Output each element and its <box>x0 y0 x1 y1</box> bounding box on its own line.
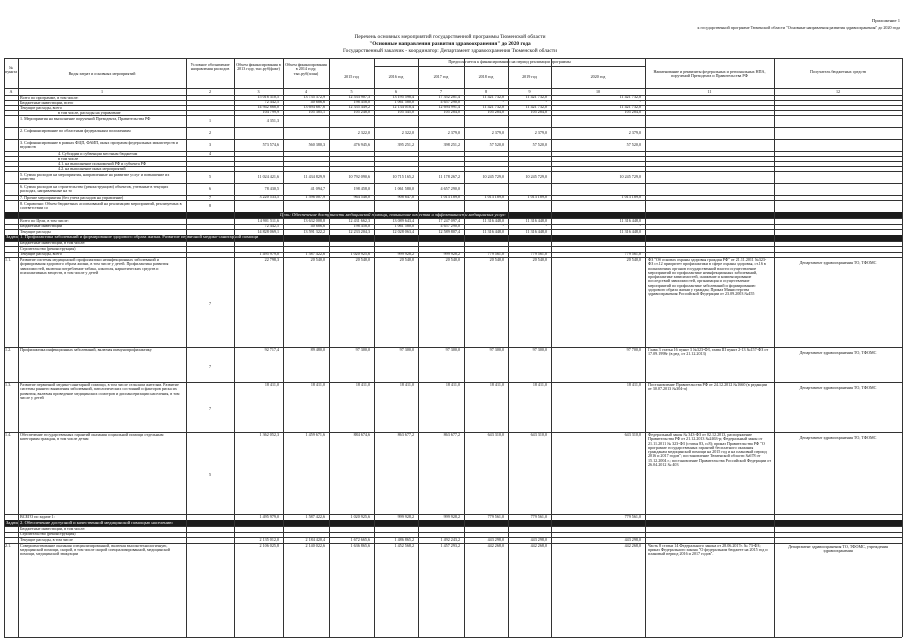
task1-row-value-2: 1 020 925,6 <box>350 251 370 257</box>
summary-row-value-0: 72 442,5 <box>264 99 279 105</box>
item-code: 7 <box>208 363 212 369</box>
item-number: 1.3. <box>5 382 12 387</box>
item-2-value-6: 97 300,0 <box>532 347 547 352</box>
summary-row-value-3: 10 715 165,2 <box>392 173 414 179</box>
item-4-value-1: 1 459 671,6 <box>305 432 325 437</box>
summary-row-value-3: 908 647,0 <box>397 194 414 200</box>
summary-row-value-7: - <box>639 99 641 105</box>
index-cell-5: 5 <box>350 88 353 94</box>
task1-total-label: ВСЕГО по задаче 1: <box>20 513 55 519</box>
summary-row-value-7: 105 284,0 <box>624 109 641 115</box>
goal-row-value-1: 40 686,6 <box>310 223 325 229</box>
column-divider <box>551 58 552 637</box>
summary-row-value-7: 11 421 732,0 <box>619 104 641 110</box>
summary-row-value-6: 105 284,0 <box>530 109 547 115</box>
item-2-value-3: 97 300,0 <box>399 347 414 352</box>
item-21-value-0: 2 106 025,8 <box>259 542 279 548</box>
index-cell-12: 12 <box>835 88 841 94</box>
summary-row-value-2: 198 458,0 <box>353 99 370 105</box>
item-recipient: Департамент здравоохранения ТО, ТФОМС <box>799 260 877 265</box>
summary-row-label: 7. Прочие мероприятия (без учета расходов на управление) <box>20 194 124 200</box>
item-name: Развитие системы медицинской профилактики неинфекционных заболеваний и формирования здорового образа жизни, в том числе у детей. Профилактика развития зависимостей, включая потребление табака, алкоголя, наркотических средств и психоактивных веществ, в том числе у детей <box>20 257 169 275</box>
task2-row-label: Строительство (реконструкция) <box>20 531 76 537</box>
summary-row-value-5: 11 421 732,0 <box>482 94 504 100</box>
header-year-2016: 2016 год <box>388 74 404 79</box>
summary-row-value-1: 1 596 007,9 <box>305 194 325 200</box>
header-year-2020: 2020 год <box>590 74 606 79</box>
summary-row-value-1: 13 735 372,9 <box>303 94 325 100</box>
summary-row-value-5: 2 379,0 <box>491 129 504 135</box>
item-21-value-6: 442 268,0 <box>530 542 547 548</box>
item-2-value-0: 92 717,4 <box>264 347 279 352</box>
task1-total-value-3: 999 928,2 <box>397 513 414 519</box>
goal-row-value-6: - <box>545 223 547 229</box>
task1-row-value-4: 999 928,2 <box>443 251 460 257</box>
summary-row-code: 7 <box>208 194 212 200</box>
item-3-value-4: 18 411,0 <box>445 382 460 387</box>
summary-row-value-3: 1 061 580,0 <box>394 99 414 105</box>
task2-row-value-7: 443 298,0 <box>624 536 641 542</box>
index-cell-11: 11 <box>707 88 712 94</box>
summary-row-value-2: 12 335 449,2 <box>348 104 370 110</box>
summary-row-value-5: 1 013 189,0 <box>484 194 504 200</box>
item-21-value-1: 2 140 022,6 <box>305 542 325 548</box>
summary-row-value-3: 1 061 580,0 <box>394 185 414 191</box>
column-divider <box>186 58 187 637</box>
task1-row-value-0: 1 495 979,0 <box>259 251 279 257</box>
summary-row-label: 4. Субсидии и субвенции местным бюджетам <box>58 150 138 156</box>
item-2-value-7: 97 700,0 <box>626 347 641 352</box>
column-divider <box>645 58 646 637</box>
item-3-value-3: 18 411,0 <box>399 382 414 387</box>
column-divider <box>283 58 284 637</box>
column-divider <box>774 58 775 637</box>
summary-row-value-4: 11 178 267,2 <box>438 173 460 179</box>
summary-row-value-2: 2 322,0 <box>357 129 370 135</box>
goal-row-value-3: 13 089 643,4 <box>392 217 414 223</box>
column-divider <box>508 58 509 637</box>
item-2-value-2: 97 300,0 <box>355 347 370 352</box>
summary-row-value-5: - <box>502 99 504 105</box>
summary-row-value-2: 476 945,6 <box>353 141 370 147</box>
summary-row-value-6: 11 421 732,0 <box>525 94 547 100</box>
item-3-value-6: 18 411,0 <box>532 382 547 387</box>
index-cell-3: 3 <box>257 88 260 94</box>
task2-row-value-2: 1 672 665,6 <box>350 536 370 542</box>
summary-row-value-1: 105 385,1 <box>308 109 325 115</box>
summary-row-label: Текущие расходы, всего <box>20 104 62 110</box>
column-divider <box>464 58 465 637</box>
task1-row-label: Бюджетные инвестиции, в том числе: <box>20 240 86 246</box>
header-2014: Объем финансирования в 2014 году, тыс.руб(план) <box>285 62 327 76</box>
item-1-value-5: 20 540,0 <box>489 257 504 262</box>
header-2013: Объем финансирования в 2013 году, тыс.руб(факт) <box>236 62 281 72</box>
summary-row-code: 6 <box>208 186 212 191</box>
item-4-value-2: 884 674,6 <box>353 432 370 437</box>
task1-row-value-3: 999 928,2 <box>397 251 414 257</box>
item-legal-basis: ФЗ "Об основах охраны здоровья граждан РФ" от 21.11.2011 №323-ФЗ ст.12 приоритет профилактики в сфере охраны здоровья, ст.16 в полномочиях органов государственной власти осуществление мероприятий по профилактике неинфекционных заболеваний, профилактике зависимостей, снижение и компенсирование последствий зависимостей, организация и осуществление мероприятий по профилактике заболеваний и формированию здорового образа жизни у граждан; Приказ Министерства здравоохранения Российской Федерации от 23.09.2003 №455 <box>648 257 767 297</box>
summary-row-value-1: 560 380,3 <box>308 141 325 147</box>
summary-row-value-6: 1 013 189,0 <box>527 194 547 200</box>
item-code: 5 <box>208 472 212 477</box>
task2-row-value-1: 2 184 420,4 <box>305 536 325 542</box>
summary-row-value-3: 13 195 598,4 <box>392 94 414 100</box>
item-4-value-5: 643 310,0 <box>487 432 504 437</box>
item-code: 7 <box>208 301 212 306</box>
summary-row-value-5: 57 520,0 <box>489 141 504 147</box>
item-21-value-7: 442 268,0 <box>624 542 641 548</box>
item-1-value-2: 20 540,0 <box>355 257 370 262</box>
column-divider <box>902 58 903 637</box>
summary-row-value-1: 13 694 687,6 <box>303 104 325 110</box>
summary-row-label: в том числе, расходы на управление <box>58 109 121 115</box>
task1-row-label: Строительство (реконструкция) <box>20 245 76 251</box>
goal-row-value-0: 14 901 511,6 <box>257 217 279 223</box>
summary-row-value-2: 10 792 090,6 <box>348 173 370 179</box>
goal-row-value-5: 11 316 448,0 <box>482 228 504 234</box>
summary-row-value-6: 57 520,0 <box>532 141 547 147</box>
summary-row-label: 4.1. на выполнение полномочий РФ и субъекта РФ <box>58 160 147 166</box>
item-3-value-0: 18 411,0 <box>264 382 279 387</box>
summary-row-value-4: 2 379,0 <box>447 129 460 135</box>
goal-row-value-4: 12 589 807,4 <box>438 228 460 234</box>
summary-row-value-6: 11 421 732,0 <box>525 104 547 110</box>
item-recipient: Департамент здравоохранения ТО, ТФОМС <box>799 385 877 390</box>
task1-total-value-2: 1 020 925,6 <box>350 513 370 519</box>
goal-row-value-5: 11 316 448,0 <box>482 217 504 223</box>
task2-row-label: Бюджетные инвестиции, в том числе: <box>20 525 86 531</box>
summary-row-value-0: 11 024 421,6 <box>257 173 279 179</box>
column-divider <box>234 58 235 637</box>
appendix-line-1: Приложение 1 <box>871 18 900 23</box>
summary-row-label: в том числе <box>58 155 79 161</box>
item-1-value-6: 20 540,0 <box>532 257 547 262</box>
task2-row-value-3: 1 486 865,2 <box>394 536 414 542</box>
summary-row-value-5: 10 245 729,0 <box>482 173 504 179</box>
task1-row-value-6: 779 561,0 <box>530 251 547 257</box>
summary-row-value-7: 11 421 732,0 <box>619 94 641 100</box>
index-cell-2: 2 <box>208 88 212 94</box>
summary-row-value-0: 3 220 533,5 <box>259 194 279 200</box>
item-3-value-5: 18 411,0 <box>489 382 504 387</box>
table-bottom-border <box>4 637 902 638</box>
task2-row-value-4: 1 492 243,2 <box>440 536 460 542</box>
summary-row-value-7: 10 245 729,0 <box>619 173 641 179</box>
summary-row-value-4: 1 013 189,0 <box>440 194 460 200</box>
summary-row-value-3: 12 134 018,4 <box>392 104 414 110</box>
summary-row-value-7: 2 379,0 <box>628 129 641 135</box>
title-line-1: Перечень основных мероприятий государственной программы Тюменской области <box>354 34 546 40</box>
item-3-value-7: 18 411,0 <box>626 382 641 387</box>
summary-row-label: 8. Справочно: Объем бюджетных ассигнований на реализацию мероприятий, реализуемых в соответствии со <box>20 201 182 211</box>
goal-row-value-4: 17 247 097,4 <box>438 217 460 223</box>
item-2-value-5: 97 300,0 <box>489 347 504 352</box>
item-1-value-7: 20 540,0 <box>626 257 641 262</box>
goal-row-value-1: 13 632 008,8 <box>303 217 325 223</box>
appendix-line-2: к государственной программе Тюменской области "Основные направления развития здравоохранения" до 2020 года <box>697 25 900 30</box>
task2-row-value-0: 2 135 012,0 <box>259 536 279 542</box>
task2-row-value-6: 443 298,0 <box>530 536 547 542</box>
summary-row-label: 2. Софинансирование по областным федеральным положениям <box>20 128 131 133</box>
goal-row-label: Всего по Цели, в том числе: <box>20 217 69 223</box>
goal-row-value-2: 12 233 204,3 <box>348 228 370 234</box>
goal-row-value-3: 1 061 580,0 <box>394 223 414 229</box>
task1-total-value-0: 1 495 979,0 <box>259 513 279 519</box>
summary-row-code: 1 <box>208 118 212 123</box>
header-num: № пункта <box>5 65 18 75</box>
summary-row-value-2: 105 248,0 <box>353 109 370 115</box>
task1-row-value-5: 779 561,0 <box>487 251 504 257</box>
item-1-value-4: 20 540,0 <box>445 257 460 262</box>
header-legal: Наименование и реквизиты федеральных и региональных НПА, поручений Президента и Правительства РФ <box>653 69 766 79</box>
task2-band-text: Задача 2. Обеспечение доступной и качественной медицинской помощью населению <box>6 519 173 525</box>
goal-row-value-7: 11 316 448,0 <box>619 217 641 223</box>
summary-row-code: 3 <box>208 142 212 147</box>
summary-row-value-2: 964 548,0 <box>353 194 370 200</box>
item-1-value-3: 20 540,0 <box>399 257 414 262</box>
task2-row-label: Текущие расходы, в том числе <box>20 536 73 542</box>
summary-row-value-4: 105 284,0 <box>443 109 460 115</box>
summary-row-value-6: 10 245 729,0 <box>525 173 547 179</box>
goal-row-value-7: - <box>639 223 641 229</box>
item-number: 1.1. <box>5 257 12 262</box>
header-period: Предполагается к финансированию на период реализации программы <box>448 59 571 64</box>
summary-row-value-7: 1 013 189,0 <box>621 194 641 200</box>
index-cell-9: 9 <box>528 88 531 94</box>
item-number: 1.4. <box>5 432 12 437</box>
summary-row-code: 8 <box>208 203 212 208</box>
summary-row-code: 2 <box>208 130 212 135</box>
summary-row-value-1: 41 094,7 <box>310 185 325 191</box>
index-cell-10: 10 <box>595 88 601 94</box>
goal-row-value-2: 12 431 662,3 <box>348 217 370 223</box>
item-legal-basis: Глава 3 статья 16 пункт 3 №323-ФЗ, глава III пункт 2-13 №157-ФЗ от 17.09.1998г (в ред. от 21.12.2013) <box>648 347 769 357</box>
summary-row-value-6: 2 379,0 <box>534 129 547 135</box>
header-recipient: Получатель бюджетных средств <box>809 69 866 74</box>
index-cell-7: 7 <box>439 88 443 94</box>
goal-row-value-6: 11 316 448,0 <box>525 217 547 223</box>
summary-row-code: 5 <box>208 174 212 179</box>
item-21-value-3: 1 452 568,2 <box>394 542 414 548</box>
goal-row-label: Бюджетные инвестиции <box>20 223 63 229</box>
item-code: 7 <box>208 406 212 411</box>
goal-row-label: Текущие расходы <box>20 228 51 234</box>
item-recipient: Департамент здравоохранения ТО, ТФОМС <box>799 350 877 355</box>
goal-band-text: Цель: Обеспечение доступности медицинской помощи, повышение качества и эффективности медицинских услуг: <box>280 211 506 217</box>
goal-row-value-6: 11 316 448,0 <box>525 228 547 234</box>
goal-row-value-0: 72 442,5 <box>264 223 279 229</box>
item-name: Обеспечение государственных гарантий оказания социальной помощи отдельным категориям граждан, в том числе детям <box>20 432 164 442</box>
item-4-value-3: 863 677,2 <box>397 432 414 437</box>
summary-row-value-0: 4 351,3 <box>266 117 279 123</box>
summary-row-value-0: 573 574,6 <box>262 141 279 147</box>
task1-total-value-1: 1 587 422,6 <box>305 513 325 519</box>
item-legal-basis: Постановление Правительства РФ от 24.12.2012 №1660 (в редакции от 30.07.2013 №304-п) <box>648 382 767 392</box>
item-4-value-0: 1 362 052,3 <box>259 432 279 437</box>
item-3-value-1: 18 411,0 <box>310 382 325 387</box>
header-year-2018: 2018 год <box>478 74 494 79</box>
item-21-value-2: 1 636 865,6 <box>350 542 370 548</box>
summary-row-value-0: 78 430,5 <box>264 185 279 191</box>
summary-row-label: Бюджетные инвестиции, всего <box>20 99 74 105</box>
item-4-value-4: 863 677,2 <box>443 432 460 437</box>
header-code: Условное обозначение направления расходов <box>190 62 230 72</box>
goal-row-value-3: 12 028 063,4 <box>392 228 414 234</box>
item-legal-basis: Федеральный закон № 343-ФЗ от 02.12.2013, распоряжение Правительства РФ от 21.12.2013 №2463-р; Федеральный закон от 21.11.2011 № 323-ФЗ (статья 83, п.8); приказ Правительства РФ "О программе государственных гарантий бесплатного оказания гражданам медицинской помощи на 2015 год и на плановый период 2016 и 2017 годов"; постановление Тюменской области №678 от 15.12.2004 г.; постановление Правительства Российской Федерации от 26.04.2012 № 403 <box>648 432 771 468</box>
summary-row-value-3: 2 322,0 <box>401 129 414 135</box>
task1-total-value-6: 779 561,0 <box>530 513 547 519</box>
goal-row-value-7: 11 316 448,0 <box>619 228 641 234</box>
index-cell-1: 1 <box>100 88 104 94</box>
summary-row-value-3: 395 251,2 <box>397 141 414 147</box>
item-number: 2.1. <box>5 542 12 548</box>
row-divider <box>4 127 902 128</box>
summary-row-value-5: 11 421 732,0 <box>482 104 504 110</box>
item-recipient: Департамент здравоохранения ТО, ТФОМС, учреждения здравоохранения <box>788 543 888 553</box>
task1-total-value-4: 999 928,2 <box>443 513 460 519</box>
summary-row-value-1: 40 686,6 <box>310 99 325 105</box>
goal-row-value-5: - <box>502 223 504 229</box>
summary-row-value-6: - <box>545 99 547 105</box>
summary-row-code: 4 <box>208 150 212 156</box>
task1-row-value-1: 1 587 422,6 <box>305 251 325 257</box>
goal-row-value-0: 14 828 069,1 <box>257 228 279 234</box>
task2-row-value-5: 443 298,0 <box>487 536 504 542</box>
item-name: Совершенствование оказания специализированной, включая высокотехнологичную, медицинской помощи, скорой, в том числе скорой специализированной, медицинской помощи, медицинской эвакуации <box>20 542 170 557</box>
column-divider <box>18 58 19 637</box>
summary-row-value-4: 12 694 991,4 <box>438 104 460 110</box>
summary-row-label: 3. Софинансирование в рамках ФЦП, ФАИП, иных программ федеральных министерств и ведомств <box>20 140 179 150</box>
item-4-value-7: 643 310,0 <box>624 432 641 437</box>
item-4-value-6: 643 310,0 <box>530 432 547 437</box>
summary-row-value-2: 198 458,0 <box>353 185 370 191</box>
index-cell-0: А <box>9 88 13 94</box>
column-divider <box>374 58 375 637</box>
item-1-value-0: 22 798,3 <box>264 257 279 262</box>
summary-row-value-4: 4 657 290,0 <box>440 99 460 105</box>
summary-row-value-3: 105 345,0 <box>397 109 414 115</box>
column-divider <box>418 58 419 637</box>
summary-row-value-4: 398 251,2 <box>443 141 460 147</box>
summary-row-value-0: 104 799,9 <box>262 109 279 115</box>
summary-row-label: 4.2. на выполнение иных мероприятий <box>58 165 126 171</box>
task1-band-text: Задача 1. Профилактика заболеваний и формирование здорового образа жизни. Развитие первичной медико-санитарной помощи <box>6 234 259 240</box>
item-name: Профилактика инфекционных заболеваний, включая иммунопрофилактику <box>20 347 152 352</box>
title-line-2: "Основные направления развития здравоохранения" до 2020 года <box>369 41 531 47</box>
item-21-value-4: 1 457 293,2 <box>440 542 460 548</box>
goal-row-value-1: 13 591 322,2 <box>303 228 325 234</box>
index-cell-6: 6 <box>394 88 398 94</box>
period-header-divider <box>374 66 645 67</box>
index-cell-4: 4 <box>304 88 308 94</box>
item-21-value-5: 442 268,0 <box>487 542 504 548</box>
summary-row-value-1: 11 434 829,9 <box>303 173 325 179</box>
item-recipient: Департамент здравоохранения ТО, ТФОМС <box>799 435 877 440</box>
summary-row-label: Всего по программе, в том числе: <box>20 94 79 100</box>
task1-row-label: Текущие расходы, всего <box>20 251 62 257</box>
task1-total-value-7: 779 561,0 <box>624 513 641 519</box>
item-1-value-1: 20 540,0 <box>310 257 325 262</box>
summary-row-value-0: 14 942 868,0 <box>257 104 279 110</box>
task1-row-value-7: 779 561,0 <box>624 251 641 257</box>
item-legal-basis: Часть 8 статьи 14 Федерального закона от 28.06.2017г. № 73-ФЗ; приказ Федерального закона "О федеральном бюджете на 2015 год и плановый период 2016 и 2017 годов". <box>648 542 768 557</box>
summary-row-value-7: 57 520,0 <box>626 141 641 147</box>
header-year-2017: 2017 год <box>433 74 449 79</box>
title-line-3: Государственный заказчик - координатор: Департамент здравоохранения Тюменской области <box>343 48 557 54</box>
item-number: 1.2. <box>5 347 12 352</box>
goal-row-value-4: 4 657 290,0 <box>440 223 460 229</box>
item-2-value-1: 89 480,0 <box>310 347 325 352</box>
summary-row-value-4: 4 657 290,0 <box>440 185 460 191</box>
summary-row-value-5: 105 284,0 <box>487 109 504 115</box>
header-year-2019: 2019 год <box>522 74 537 79</box>
summary-row-value-4: 17 352 281,4 <box>438 94 460 100</box>
header-year-2015: 2015 год <box>344 74 359 79</box>
summary-row-value-0: 15 016 310,5 <box>257 94 279 100</box>
column-divider <box>4 58 5 637</box>
summary-row-label: 6. Сумма расходов на строительство (реконструкцию) объектов, учтенные в текущих расходах, направленные на то <box>20 184 169 194</box>
summary-row-value-2: 12 533 907,3 <box>348 94 370 100</box>
column-divider <box>329 58 330 637</box>
goal-row-value-2: 198 458,0 <box>353 223 370 229</box>
item-3-value-2: 18 411,0 <box>355 382 370 387</box>
item-2-value-4: 97 300,0 <box>445 347 460 352</box>
summary-row-label: 5. Сумма расходов на мероприятия, направленные на развитие услуг и повышение их качества <box>20 172 170 182</box>
task1-total-value-5: 779 561,0 <box>487 513 504 519</box>
summary-row-label: 1. Мероприятия на выполнение поручений Президента, Правительства РФ <box>20 116 151 121</box>
item-name: Развитие первичной медико-санитарной помощи, в том числе сельским жителям. Развитие системы раннего выявления заболеваний, патологических состояний и факторов риска их развития, включая проведение медицинских осмотров и диспансеризации населения, в том числе у детей <box>20 382 180 400</box>
header-name: Виды затрат и основных мероприятий <box>68 71 136 76</box>
index-cell-8: 8 <box>484 88 488 94</box>
